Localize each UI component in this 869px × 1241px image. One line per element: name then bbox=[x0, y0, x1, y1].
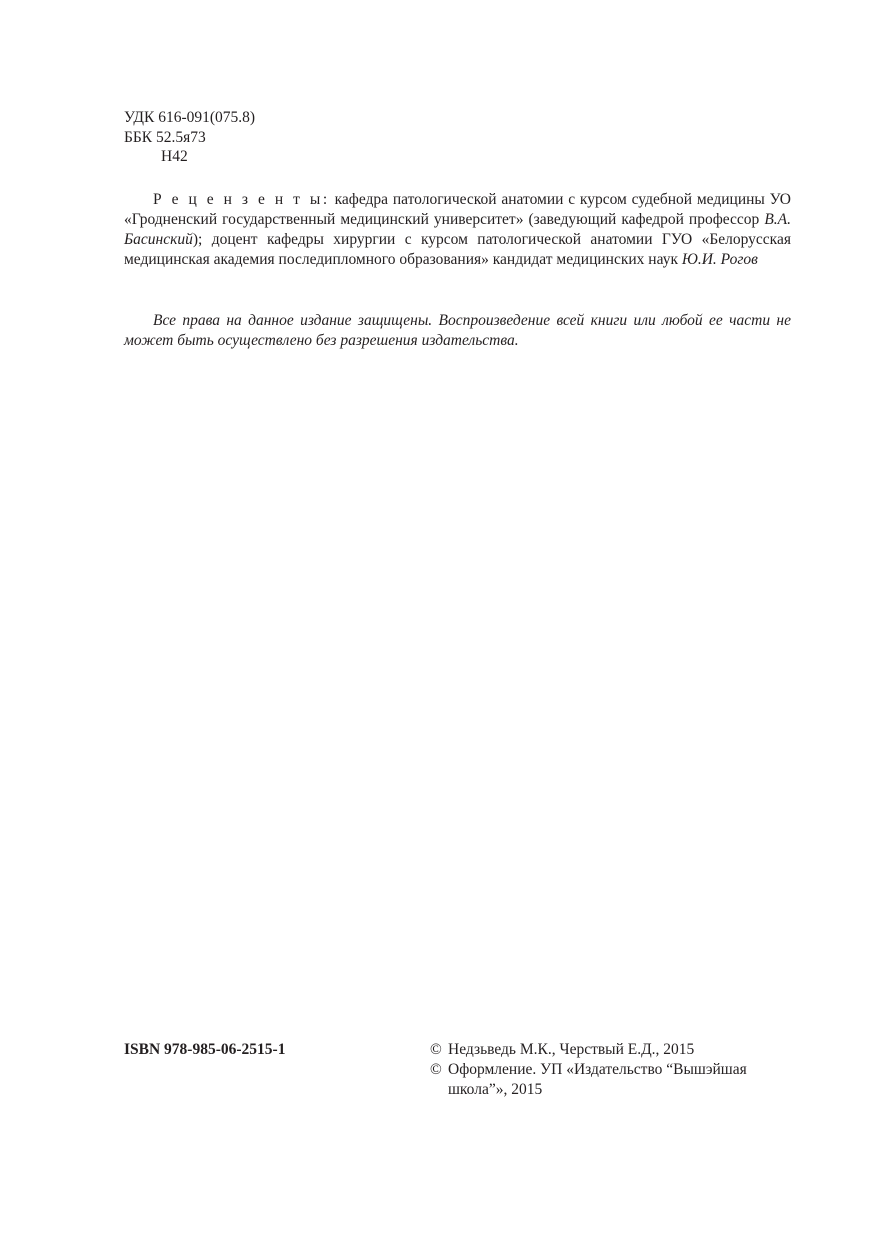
copyright-design bbox=[430, 1060, 792, 1100]
classification-block bbox=[124, 108, 255, 167]
copyright-authors-text: Недзьведь М.К., Черствый Е.Д., 2015 bbox=[448, 1041, 695, 1058]
copyright-list bbox=[430, 1040, 792, 1100]
author-mark: Н42 bbox=[161, 148, 188, 165]
reviewer-name-2: Ю.И. Рогов bbox=[681, 251, 758, 268]
reviewers-text-1: кафедра патологической анатомии с курсом судебной медицины УО «Гродненский государственный медицинский университет» (заведующий кафедрой профессор bbox=[124, 191, 792, 228]
copyright-icon: © bbox=[430, 1041, 442, 1058]
bbk-code: ББК 52.5я73 bbox=[124, 128, 206, 146]
reviewers-text-2: ); доцент кафедры хирургии с курсом патологической анатомии ГУО «Белорусская медицинская академия последипломного образования» кандидат медицинских наук bbox=[124, 231, 791, 268]
copyright-icon: © bbox=[430, 1061, 442, 1078]
copyright-authors bbox=[430, 1040, 792, 1060]
reviewers-label: Р е ц е н з е н т ы: bbox=[153, 191, 330, 208]
rights-notice: Все права на данное издание защищены. Воспроизведение всей книги или любой ее части не может быть осуществлено без разрешения издательства. bbox=[124, 312, 791, 349]
reviewer-name-1: В.А. Басинский bbox=[124, 211, 791, 248]
copyright-design-text: Оформление. УП «Издательство “Вышэйшая школа”», 2015 bbox=[448, 1061, 747, 1098]
udk-code: УДК 616-091(075.8) bbox=[124, 109, 256, 126]
isbn: ISBN 978-985-06-2515-1 bbox=[124, 1041, 286, 1058]
reviewers-paragraph bbox=[124, 190, 791, 270]
